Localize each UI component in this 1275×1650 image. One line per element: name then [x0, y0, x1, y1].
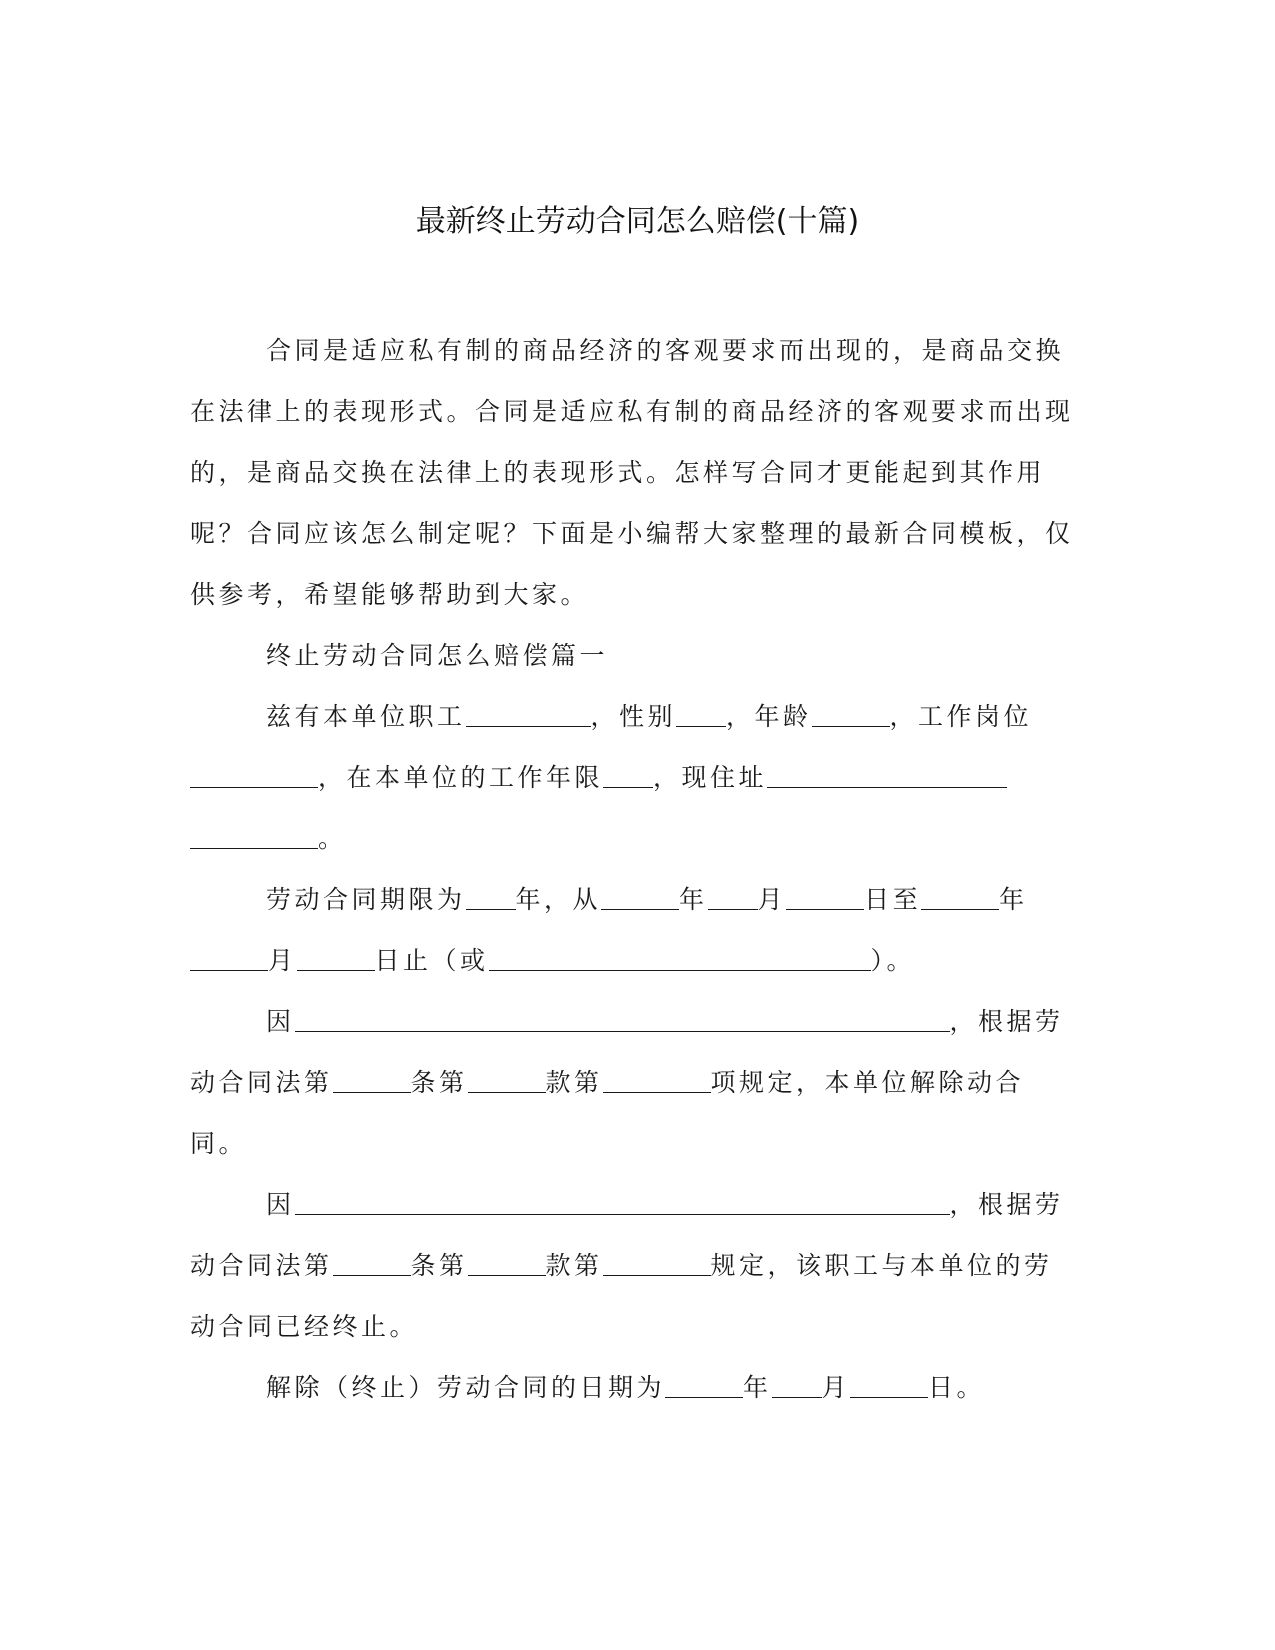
- blank-termination-year: [665, 1371, 743, 1398]
- text-segment: 劳动合同期限为: [266, 885, 466, 914]
- blank-termination-day: [850, 1371, 928, 1398]
- blank-termination-month: [772, 1371, 822, 1398]
- blank-employee-name: [466, 700, 591, 727]
- text-segment: 年: [999, 885, 1028, 914]
- text-segment: 款第: [545, 1068, 603, 1097]
- blank-article: [333, 1249, 411, 1276]
- blank-age: [812, 700, 890, 727]
- text-segment: 规定，该职工与本单位的劳动合同已经终止。: [190, 1251, 1053, 1341]
- text-segment: ，年龄: [726, 702, 812, 731]
- blank-expiry-reason: [295, 1188, 950, 1215]
- intro-paragraph: 合同是适应私有制的商品经济的客观要求而出现的，是商品交换在法律上的表现形式。合同是适应私有制的商品经济的客观要求而出现的，是商品交换在法律上的表现形式。怎样写合同才更能起到其作用呢？合同应该怎么制定呢？下面是小编帮大家整理的最新合同模板，仅供参考，希望能够帮助到大家。: [190, 336, 1074, 609]
- termination-reason-paragraph: [190, 991, 1075, 1174]
- text-segment: 日止（或: [374, 946, 489, 975]
- text-segment: 条第: [410, 1068, 468, 1097]
- section-heading: 终止劳动合同怎么赔偿篇一: [266, 641, 609, 670]
- blank-item: [603, 1249, 711, 1276]
- expiry-reason-paragraph: [190, 1174, 1075, 1357]
- text-segment: 日。: [928, 1373, 986, 1402]
- text-segment: 月: [821, 1373, 851, 1402]
- blank-gender: [676, 700, 726, 727]
- document-title: 最新终止劳动合同怎么赔偿(十篇): [415, 204, 860, 239]
- blank-term-years: [466, 883, 516, 910]
- text-segment: ，根据劳动合同法第: [190, 1007, 1064, 1097]
- blank-article: [333, 1066, 411, 1093]
- blank-termination-reason: [295, 1005, 950, 1032]
- blank-end-month: [190, 944, 268, 971]
- blank-start-month: [708, 883, 758, 910]
- text-segment: 因: [266, 1190, 295, 1219]
- blank-address: [767, 761, 1007, 788]
- blank-clause: [468, 1066, 546, 1093]
- text-segment: 项规定，本单位解除动合同。: [190, 1068, 1025, 1158]
- text-segment: ，在本单位的工作年限: [318, 763, 604, 792]
- text-segment: 解除（终止）劳动合同的日期为: [266, 1373, 666, 1402]
- text-segment: 条第: [410, 1251, 468, 1280]
- blank-start-day: [786, 883, 864, 910]
- blank-clause: [468, 1249, 546, 1276]
- blank-start-year: [601, 883, 679, 910]
- text-segment: 年: [679, 885, 708, 914]
- text-segment: 年，从: [515, 885, 602, 914]
- contract-term-paragraph: [190, 869, 1075, 991]
- employee-info-paragraph: [190, 686, 1075, 869]
- blank-item: [603, 1066, 711, 1093]
- text-segment: 。: [318, 824, 347, 853]
- document-body: [190, 320, 1075, 1418]
- text-segment: 月: [268, 946, 297, 975]
- text-segment: ，现住址: [653, 763, 768, 792]
- text-segment: ）。: [870, 946, 916, 975]
- text-segment: 年: [743, 1373, 772, 1402]
- blank-alternative-term: [489, 944, 871, 971]
- blank-end-day: [297, 944, 375, 971]
- text-segment: ，性别: [590, 702, 677, 731]
- blank-address-cont: [190, 822, 318, 849]
- text-segment: 日至: [864, 885, 922, 914]
- blank-end-year: [921, 883, 999, 910]
- termination-date-paragraph: [190, 1357, 1075, 1418]
- text-segment: 兹有本单位职工: [266, 702, 466, 731]
- blank-years-of-service: [603, 761, 653, 788]
- text-segment: 因: [266, 1007, 295, 1036]
- text-segment: 月: [757, 885, 787, 914]
- text-segment: ，根据劳动合同法第: [190, 1190, 1064, 1280]
- text-segment: 款第: [545, 1251, 603, 1280]
- text-segment: ，工作岗位: [889, 702, 1033, 731]
- blank-job-position: [190, 761, 318, 788]
